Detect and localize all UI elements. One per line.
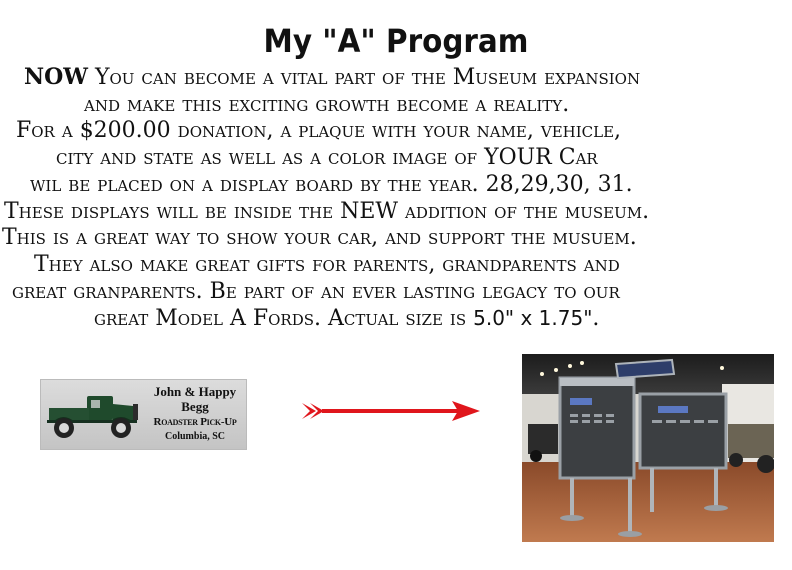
body-text-span: addition of the museum. (398, 198, 650, 224)
emphasis-new: NEW (340, 198, 398, 224)
model-a-truck-image (43, 392, 141, 442)
plaque-text (143, 384, 247, 444)
page-title: My "A" Program (263, 22, 529, 60)
emphasis-your: YOUR (484, 145, 552, 171)
body-text-span: great granparents. Be part of an ever lasting legacy to our (12, 278, 620, 304)
body-line (0, 252, 792, 279)
plaque-owner-surname: Begg (181, 399, 209, 414)
plaque-vehicle-model: Roadster Pick-Up (153, 416, 237, 428)
body-text (0, 64, 792, 333)
body-line (0, 145, 792, 172)
body-line (0, 199, 792, 226)
body-line (0, 118, 792, 145)
body-line (0, 64, 792, 92)
body-text-span: . (592, 306, 600, 332)
plaque-owner-name: John & Happy (153, 384, 237, 399)
body-text-span: These displays will be inside the (4, 198, 341, 224)
museum-photo-illustration (522, 354, 774, 542)
body-line (0, 225, 792, 252)
body-text-span: Car (551, 145, 598, 171)
body-text-span: You can become a vital part of the Museum expansion (87, 65, 641, 90)
body-text-span: This is a great way to show your car, and support the musuem. (2, 225, 637, 251)
body-text-span: donation, a plaque with your name, vehicle, (170, 118, 622, 144)
donation-amount: $200.00 (79, 118, 171, 144)
emphasis-now: NOW (24, 64, 88, 90)
body-text-span: For a (16, 118, 80, 144)
body-line (0, 172, 792, 199)
body-text-span: wil be placed on a display board by the year. 28,29,30, 31. (30, 171, 633, 197)
body-text-span: great Model A Fords. Actual size is (94, 306, 474, 332)
body-line (0, 92, 792, 119)
body-text-span: and make this exciting growth become a reality. (84, 91, 570, 117)
museum-display-photo (522, 354, 774, 542)
body-line (0, 279, 792, 306)
body-line (0, 305, 792, 333)
actual-size-value: 5.0" x 1.75" (473, 306, 593, 331)
right-arrow-icon (302, 398, 480, 424)
plaque-city-state: Columbia, SC (164, 431, 225, 442)
body-text-span: They also make great gifts for parents, grandparents and (34, 251, 620, 277)
sample-plaque (40, 379, 247, 450)
body-text-span: city and state as well as a color image of (56, 145, 485, 171)
